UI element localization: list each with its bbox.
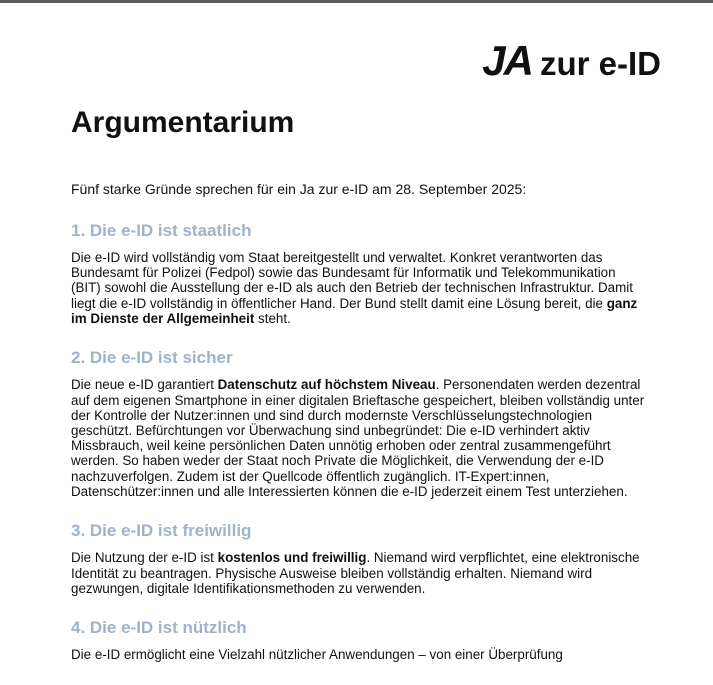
section-heading: 1. Die e-ID ist staatlich	[71, 220, 252, 240]
page-title: Argumentarium	[71, 106, 295, 139]
section-heading: 3. Die e-ID ist freiwillig	[71, 520, 252, 540]
logo-mark: JA	[482, 37, 532, 84]
section-paragraph	[71, 377, 646, 499]
section-staatlich	[71, 221, 646, 326]
intro-text: Fünf starke Gründe sprechen für ein Ja zur e-ID am 28. September 2025:	[71, 180, 527, 197]
section-freiwillig	[71, 521, 646, 596]
logo	[482, 37, 661, 84]
top-rule	[0, 0, 713, 3]
paragraph-text: . Personendaten werden dezentral auf dem eigenen Smartphone in einer digitalen Brieftasche gespeichert, bleiben vollständig unter der Kontrolle der Nutzer:innen und sind durch modernste Verschlüsselungstechnologien geschützt. Befürchtungen vor Überwachung sind unbegründet: Die e-ID verhindert aktiv Missbrauch, weil keine persönlichen Daten unnötig erhoben oder zentral zusammengeführt werden. So haben weder der Staat noch Private die Möglichkeit, die Verwendung der e-ID nachzuverfolgen. Zudem ist der Quellcode öffentlich zugänglich. IT-Expert:innen, Datenschützer:innen und alle Interessierten können die e-ID jederzeit einem Test unterziehen.	[71, 377, 645, 499]
paragraph-text: Die neue e-ID garantiert	[71, 377, 218, 393]
paragraph-text: Die Nutzung der e-ID ist	[71, 550, 218, 566]
paragraph-text: . Niemand wird verpflichtet, eine elektronische Identität zu beantragen. Physische Ausweise bleiben vollständig erhalten. Niemand wird gezwungen, digitale Identifikationsmethoden zu verwenden.	[71, 550, 640, 596]
section-paragraph	[71, 647, 646, 662]
paragraph-text: Die e-ID ermöglicht eine Vielzahl nützlicher Anwendungen –	[71, 647, 430, 663]
section-heading: 4. Die e-ID ist nützlich	[71, 617, 247, 637]
emphasis-text: kostenlos und freiwillig	[217, 550, 367, 566]
emphasis-text: Datenschutz auf höchstem Niveau	[217, 377, 436, 393]
section-paragraph	[71, 250, 646, 326]
paragraph-text: Die e-ID wird vollständig vom Staat bereitgestellt und verwaltet. Konkret verantworten das Bundesamt für Polizei (Fedpol) sowie das Bundesamt für Informatik und Telekommunikation (BIT) sowohl die Ausstellung der e-ID als auch den Betrieb der technischen Infrastruktur. Damit liegt die e-ID vollständig in öffentlicher Hand. Der Bund stellt damit eine Lösung bereit, die	[71, 249, 633, 311]
section-heading: 2. Die e-ID ist sicher	[71, 347, 233, 367]
section-sicher	[71, 348, 646, 499]
paragraph-text: steht.	[254, 310, 291, 326]
document-body	[71, 106, 646, 685]
paragraph-text: von einer Überprüfung	[429, 647, 563, 663]
logo-text: zur e-ID	[539, 45, 661, 82]
emphasis-text: ganz im Dienste der Allgemeinheit	[71, 295, 638, 326]
section-paragraph	[71, 550, 646, 596]
section-nuetzlich	[71, 618, 646, 663]
